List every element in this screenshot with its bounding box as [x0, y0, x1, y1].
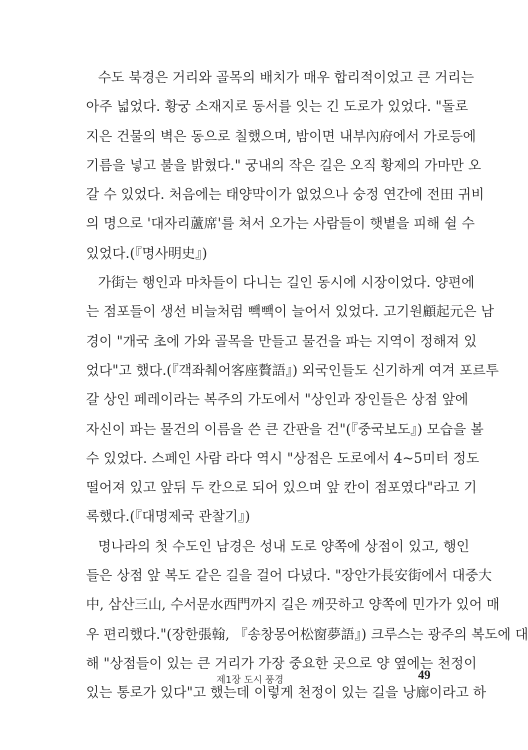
page-number: 49: [418, 668, 431, 682]
text-line: 있는 통로가 있다"고 했는데 이렇게 천정이 있는 길을 낭廊이라고 하: [86, 685, 487, 702]
text-line: 들은 상점 앞 복도 같은 길을 걸어 다녔다. "장안가長安街에서 대중大: [86, 568, 492, 585]
text-line: 떨어져 있고 앞뒤 두 칸으로 되어 있으며 앞 칸이 점포였다"라고 기: [86, 480, 477, 497]
text-line: 는 점포들이 생선 비늘처럼 빽빽이 늘어서 있었다. 고기원顧起元은 남: [86, 304, 494, 321]
text-line: 아주 넓었다. 황궁 소재지로 동서를 잇는 긴 도로가 있었다. "돌로: [86, 99, 469, 116]
text-line: 기름을 넣고 불을 밝혔다." 궁내의 작은 길은 오직 황제의 가마만 오: [86, 157, 482, 174]
text-line: 명나라의 첫 수도인 남경은 성내 도로 양쪽에 상점이 있고, 행인: [98, 538, 470, 555]
text-line: 있었다.(『명사明史』): [86, 245, 208, 262]
text-line: 록했다.(『대명제국 관찰기』): [86, 509, 251, 526]
paragraph-2: [86, 269, 499, 533]
text-line: 자신이 파는 물건의 이름을 쓴 큰 간판을 건"(『중국보도』) 모습을 볼: [86, 421, 484, 438]
text-line: 갈 수 있었다. 처음에는 태양막이가 없었으나 숭정 연간에 전田 귀비: [86, 187, 485, 204]
running-footer-chapter: 제1장 도시 풍경: [216, 675, 284, 686]
text-line: 우 편리했다."(장한張翰, 『송창몽어松窗夢語』) 크루스는 광주의 복도에 대: [86, 626, 528, 643]
text-line: 갈 상인 페레이라는 복주의 가도에서 "상인과 장인들은 상점 앞에: [86, 392, 469, 409]
text-line: 의 명으로 '대자리蘆席'를 쳐서 오가는 사람들이 햇볕을 피해 쉴 수: [86, 216, 475, 233]
text-line: 가街는 행인과 마차들이 다니는 길인 동시에 시장이었다. 양편에: [98, 275, 475, 292]
body-text: [86, 64, 528, 709]
text-line: 수 있었다. 스페인 사람 라다 역시 "상점은 도로에서 4~5미터 정도: [86, 450, 480, 467]
text-line: 었다"고 했다.(『객좌췌어客座贅語』) 외국인들도 신기하게 여겨 포르투: [86, 362, 499, 379]
text-line: 中, 삼산三山, 수서문水西門까지 길은 깨끗하고 양쪽에 민가가 있어 매: [86, 597, 500, 614]
text-line: 해 "상점들이 있는 큰 거리가 가장 중요한 곳으로 양 옆에는 천정이: [86, 655, 477, 672]
paragraph-1: [86, 64, 485, 269]
text-line: 지은 건물의 벽은 동으로 칠했으며, 밤이면 내부內府에서 가로등에: [86, 128, 477, 145]
text-line: 수도 북경은 거리와 골목의 배치가 매우 합리적이었고 큰 거리는: [98, 70, 474, 86]
text-line: 경이 "개국 초에 가와 골목을 만들고 물건을 파는 지역이 정해져 있: [86, 333, 477, 350]
